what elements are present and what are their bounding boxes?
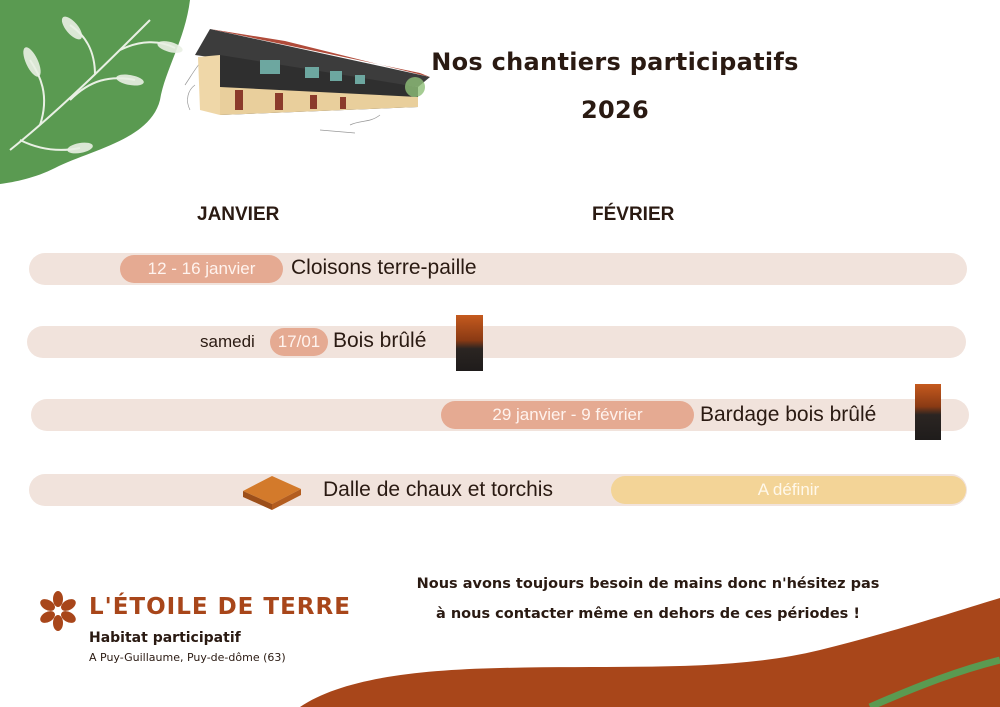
event-label-2: Bois brûlé [333,329,427,352]
month-header-fevrier: FÉVRIER [592,204,675,225]
date-pill-1: 12 - 16 janvier [120,255,283,283]
star-flower-logo-icon [37,590,79,632]
burnt-wood-plank-icon [456,315,483,371]
wave-decoration [300,590,1000,707]
page-year: 2026 [581,96,649,124]
date-pill-3: 29 janvier - 9 février [441,401,694,429]
date-prefix-2: samedi [200,332,255,351]
event-label-4: Dalle de chaux et torchis [323,478,553,501]
brand-name: L'ÉTOILE DE TERRE [89,594,351,620]
timeline-track-2 [27,326,966,358]
burnt-wood-plank-icon [915,384,941,440]
event-label-1: Cloisons terre-paille [291,256,477,279]
brand-tagline: Habitat participatif [89,630,241,646]
leaf-decoration [0,0,200,190]
event-label-3: Bardage bois brûlé [700,403,877,426]
date-pill-4: A définir [611,476,966,504]
brand-location: A Puy-Guillaume, Puy-de-dôme (63) [89,651,286,664]
wood-slab-icon [243,472,301,510]
month-header-janvier: JANVIER [197,204,280,225]
footer-line-2: à nous contacter même en dehors de ces périodes ! [436,606,860,622]
house-illustration [180,15,440,145]
date-pill-2: 17/01 [270,328,328,356]
page-title: Nos chantiers participatifs [431,48,799,76]
footer-line-1: Nous avons toujours besoin de mains donc n'hésitez pas [416,576,880,592]
